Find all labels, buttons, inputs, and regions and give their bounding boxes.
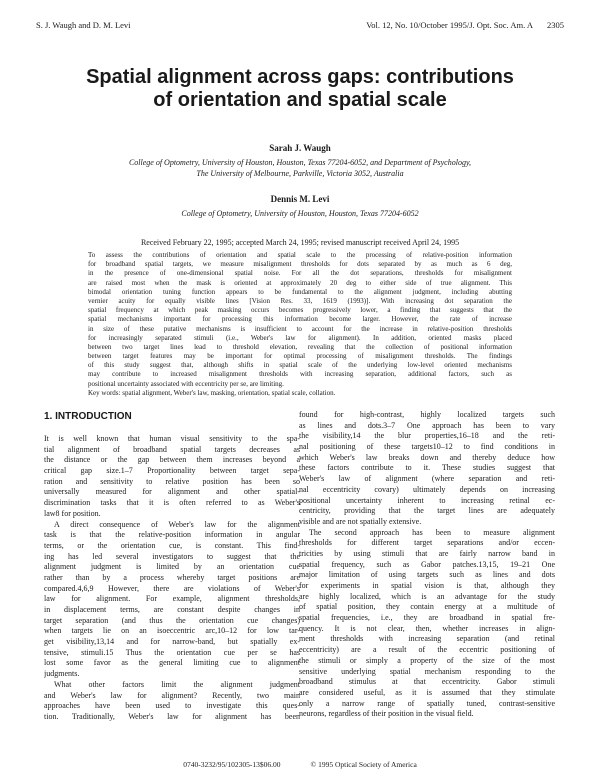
abstract-line: spatial frequency at which peak masking occurs becomes progressively lower, a finding that suggests that the xyxy=(88,306,512,315)
body-text-line: What other factors limit the alignment judgment xyxy=(54,679,300,689)
author-affiliation xyxy=(50,157,550,179)
abstract-line: vernier acuity for equally visible lines [Vision Res. 33, 1619 (1993)]. With increasing dot separation the xyxy=(88,296,512,305)
body-text-line: which Weber's law breaks down and thereby deduce how xyxy=(299,452,555,462)
title-line: Spatial alignment across gaps: contributions xyxy=(86,66,514,88)
affiliation-line: The University of Melbourne, Parkville, Victoria 3052, Australia xyxy=(196,169,404,178)
body-text-line: It is well known that human visual sensitivity to the spa- xyxy=(44,434,300,443)
body-text-line: broadband stimulus at that eccentricity. Gabor stimuli xyxy=(299,677,555,687)
abstract-line: of this study suggest that, although shifts in spatial scale of the underlying low-level oriented mechanisms xyxy=(88,361,512,370)
right-column xyxy=(299,410,555,720)
running-head xyxy=(36,20,564,32)
abstract-line: between target features may be important for optimal processing of misalignment thresholds. The findings xyxy=(88,352,512,361)
body-text-line: A direct consequence of Weber's law for the alignment xyxy=(54,519,300,529)
body-text-line: ration and sensitivity to relative position has been so xyxy=(44,476,300,486)
body-text-line: ment thresholds with increasing separation (and retinal xyxy=(299,634,555,644)
body-text-line: as lines and dots.3–7 One approach has been to vary xyxy=(299,420,555,430)
body-text-line: of spatial position, they contain energy at a multitude of xyxy=(299,602,555,612)
body-text-line: when targets lie on an isoeccentric arc,10–12 for low tar- xyxy=(44,626,300,636)
section-heading: 1. INTRODUCTION xyxy=(44,411,132,422)
body-text-line: ing has led several investigators to suggest that the xyxy=(44,551,300,561)
abstract-line: bimodal orientation tuning function appears to be fundamental to the alignment judgment, including abutting xyxy=(88,287,512,296)
body-text-line: nal eccentricity covary) ultimately depends on increasing xyxy=(299,484,555,494)
body-text-line: the distance or the gap between them increases beyond a xyxy=(44,455,300,465)
title-line: of orientation and spatial scale xyxy=(153,89,447,111)
body-text-line: law for alignment. For example, alignment thresholds, xyxy=(44,594,300,604)
body-text-line: are considered useful, as it is assumed that they stimulate xyxy=(299,687,555,697)
abstract-line: in the presence of one-dimensional spatial noise. For all the dot separations, thresholds for misalignment xyxy=(88,269,512,278)
body-text-line: nal positioning of these targets10–12 to find conditions in xyxy=(299,442,555,452)
affiliation-line: College of Optometry, University of Houston, Houston, Texas 77204-6052, and Department of Psychology, xyxy=(128,158,472,167)
abstract-line: for broadband spatial targets, we measure misalignment thresholds for dots separated by as much as 6 deg, xyxy=(88,260,512,269)
body-text-line: spatial frequency, such as Gabor patches.13,15, 19–21 One xyxy=(299,559,555,569)
body-text-line: compared.4,6,9 However, there are violations of Weber's xyxy=(44,583,300,593)
body-text-line: major limitation of using targets such as lines and dots xyxy=(299,570,555,580)
body-text-line: visible and are not spatially extensive. xyxy=(299,516,422,526)
abstract-line: may contribute to increased misalignment thresholds with increasing separation, additional factors, such as xyxy=(88,370,512,379)
abstract xyxy=(88,251,512,398)
body-text-line: discrimination tasks that it is often referred to as Weber's xyxy=(44,498,300,508)
body-text-line: in displacement terms, are constant despite changes in xyxy=(44,605,300,614)
body-text-line: judgments. xyxy=(44,669,80,679)
body-text-line: spatial frequencies, i.e., they are broadband in spatial fre- xyxy=(299,613,555,623)
body-text-line: terms, or the orientation cue, is constant. This find- xyxy=(44,540,300,550)
running-head-authors: S. J. Waugh and D. M. Levi xyxy=(36,20,131,30)
body-text-line: rather than by a process whereby target positions are xyxy=(44,572,300,582)
body-text-line: The second approach has been to measure alignment xyxy=(309,527,555,537)
left-column xyxy=(44,410,300,723)
body-text-line: thresholds for different target separations and/or eccen- xyxy=(299,538,555,548)
running-head-right xyxy=(366,20,564,32)
footer-code: 0740-3232/95/102305-13$06.00 xyxy=(183,760,281,769)
affiliation-line: College of Optometry, University of Houston, Houston, Texas 77204-6052 xyxy=(181,209,419,218)
body-text-line: the stimuli or simply a property of the size of the most xyxy=(299,655,555,665)
body-text-line: task is that the relative-position information in angular xyxy=(44,530,300,540)
abstract-line: for increasingly separated stimuli (i.e., Weber's law for alignment). In addition, oriented masks placed xyxy=(88,333,512,342)
body-text-line: tricities by using stimuli that are fairly narrow band in xyxy=(299,548,555,558)
abstract-line: are raised most when the mask is oriented at approximately 20 deg to either side of true alignment. This xyxy=(88,278,512,287)
body-text-line: tial alignment of broadband spatial targets decreases as xyxy=(44,444,300,454)
body-text-line: are highly localized, which is an advantage for the study xyxy=(299,591,555,601)
body-text-line: tion. Traditionally, Weber's law for alignment has been xyxy=(44,711,300,721)
footer-copyright: © 1995 Optical Society of America xyxy=(310,760,417,769)
body-text-line: tensive, stimuli.15 Thus the orientation cue per se has xyxy=(44,647,300,657)
footer xyxy=(0,760,600,769)
body-text-line: law8 for position. xyxy=(44,508,101,518)
body-text-line: eccentricity) are a result of the eccentric positioning of xyxy=(299,645,555,655)
paper-title xyxy=(60,66,540,112)
author-name: Dennis M. Levi xyxy=(270,194,330,204)
abstract-line: in size of these putative mechanisms is insufficient to account for the increase in relative-position thresholds xyxy=(88,324,512,333)
abstract-line: To assess the contributions of orientation and spatial scale to the processing of relative-position information xyxy=(88,251,512,259)
body-text-line: target separation (and thus the orientation cue changes) xyxy=(44,615,300,625)
body-text-line: critical gap size.1–7 Proportionality between target sepa- xyxy=(44,466,300,476)
author-affiliation xyxy=(50,208,550,219)
body-text-line: positional uncertainty inherent to increasing retinal ec- xyxy=(299,495,555,505)
body-text-line: get visibility,13,14 and for narrow-band, but spatially ex- xyxy=(44,637,300,647)
body-text-line: found for high-contrast, highly localized targets such xyxy=(299,410,555,419)
body-text-line: the visibility,14 the blur properties,16–18 and the reti- xyxy=(299,431,555,441)
body-text-line: for experiments in spatial vision is that, although they xyxy=(299,581,555,590)
body-text-line: Weber's law of alignment (where separation and reti- xyxy=(299,474,555,484)
page-number: 2305 xyxy=(547,20,564,30)
abstract-line: spatial mechanisms important for processing this information become larger. However, the rate of increase xyxy=(88,315,512,324)
abstract-line: between two target lines lead to threshold elevation, revealing that the collection of positional information xyxy=(88,342,512,351)
running-head-journal: Vol. 12, No. 10/October 1995/J. Opt. Soc. Am. A xyxy=(366,20,533,30)
received-dates: Received February 22, 1995; accepted March 24, 1995; revised manuscript received April 24, 1995 xyxy=(140,238,460,247)
body-text-line: lost some favor as the general limiting cue to alignment xyxy=(44,658,300,668)
abstract-line: positional uncertainty associated with eccentricity per se, are limiting. xyxy=(88,379,284,388)
body-text-line: sensitive underlying spatial mechanism responding to the xyxy=(299,666,555,676)
body-text-line: centricity, providing that the target lines are adequately xyxy=(299,506,555,516)
body-text-line: only a narrow range of spatially tuned, contrast-sensitive xyxy=(299,698,555,708)
body-text-line: these factors contribute to it. These studies suggest that xyxy=(299,463,555,473)
body-text-line: and Weber's law for alignment? Recently, two main xyxy=(44,690,300,700)
body-text-line: approaches have been used to investigate this ques- xyxy=(44,701,300,711)
author-name: Sarah J. Waugh xyxy=(269,143,331,153)
body-text-line: universally measured for alignment and other spatial- xyxy=(44,487,300,497)
body-text-line: alignment judgment is limited by an orientation cue xyxy=(44,562,300,572)
body-text-line: neurons, regardless of their position in the visual field. xyxy=(299,709,474,719)
body-text-line: quency. It is not clear, then, whether increases in align- xyxy=(299,623,555,633)
abstract-line: Key words: spatial alignment, Weber's law, masking, orientation, spatial scale, collation. xyxy=(88,388,336,397)
